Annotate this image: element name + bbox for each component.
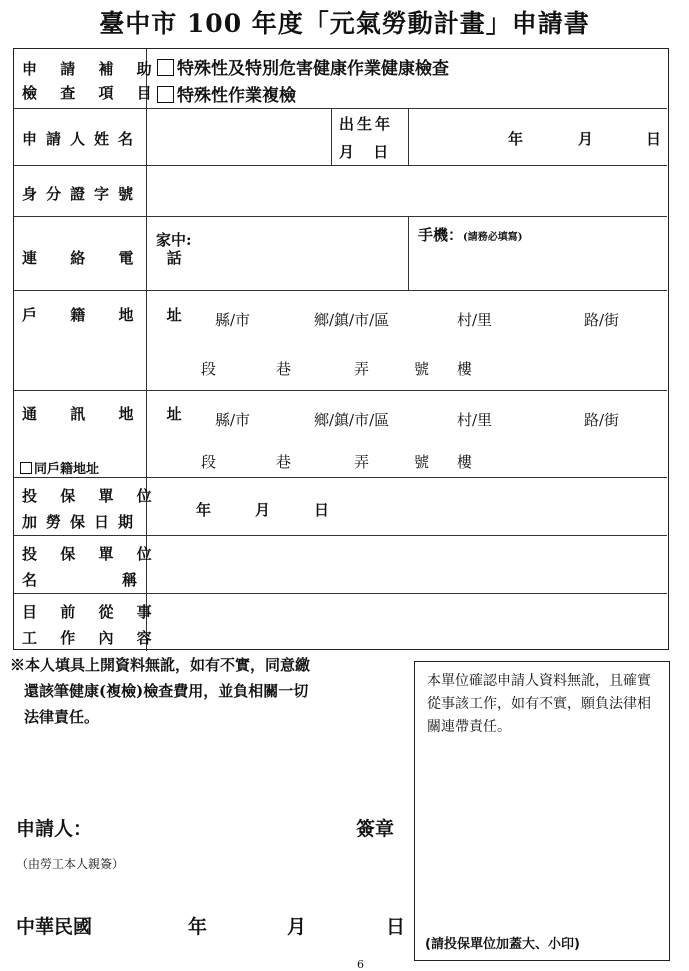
addr-alley: 弄 [354, 453, 370, 471]
dob-day: 日 [646, 130, 662, 148]
unit-name-label-line2a: 名 [22, 571, 38, 589]
addr-road: 路/街 [584, 411, 620, 429]
work-content-label-line2: 工 作 內 容 [22, 629, 161, 647]
sign-month: 月 [287, 916, 307, 938]
declaration-note: ※本人填具上開資料無訛，如有不實，同意繳 還該筆健康(複檢)檢查費用，並負相關一切 法律責任。 [10, 656, 311, 726]
option-recheck[interactable]: 特殊性作業複檢 [157, 81, 296, 106]
addr-county: 縣/市 [215, 411, 251, 429]
addr-number: 號 [414, 360, 430, 378]
insurance-month: 月 [255, 501, 271, 519]
insurance-year: 年 [196, 501, 212, 519]
seal-label: 簽章 [356, 818, 395, 840]
form-title: 臺中市 100 年度「元氣勞動計畫」申請書 [99, 9, 590, 38]
addr-lane: 巷 [276, 453, 292, 471]
addr-floor: 樓 [457, 360, 473, 378]
home-phone-label: 家中: [156, 231, 192, 249]
unit-name-label: 投 保 單 位 [22, 545, 161, 563]
addr-alley: 弄 [354, 360, 370, 378]
insurance-date-label-line2: 加勞保日期 [22, 513, 143, 531]
addr-town: 鄉/鎮/市/區 [314, 311, 390, 329]
addr-village: 村/里 [457, 311, 493, 329]
stamp-instruction: (請投保單位加蓋大、小印) [425, 937, 580, 952]
sign-day: 日 [386, 916, 406, 938]
insurance-day: 日 [314, 501, 330, 519]
employer-confirmation-text: 本單位確認申請人資料無訛，且確實從事該工作，如有不實，願負法律相關連帶責任。 [427, 673, 651, 735]
id-label: 身分證字號 [22, 185, 143, 203]
mobile-required-note: (請務必填寫) [463, 232, 523, 243]
dob-label: 出生年 [339, 115, 394, 133]
insurance-date-label: 投 保 單 位 [22, 487, 161, 505]
employer-stamp-box [414, 661, 670, 961]
addr-floor: 樓 [457, 453, 473, 471]
dob-month: 月 [578, 130, 594, 148]
dob-year: 年 [508, 130, 524, 148]
applicant-label: 申請人： [16, 818, 93, 840]
sign-year: 年 [188, 916, 208, 938]
self-sign-note: （由勞工本人親簽） [16, 857, 125, 871]
checkbox-icon[interactable] [157, 59, 174, 76]
addr-number: 號 [414, 453, 430, 471]
work-content-label: 目 前 從 事 [22, 603, 161, 621]
application-form-table [13, 48, 669, 650]
dob-label-line2: 月 日 [339, 143, 389, 161]
unit-name-label-line2b: 稱 [122, 571, 138, 589]
phone-label: 連 絡 電 話 [22, 249, 196, 267]
registered-address-label: 戶 籍 地 址 [22, 306, 196, 324]
addr-lane: 巷 [276, 360, 292, 378]
addr-section: 段 [201, 360, 217, 378]
addr-county: 縣/市 [215, 311, 251, 329]
roc-date-label: 中華民國 [16, 916, 93, 938]
option-special-health-check[interactable]: 特殊性及特別危害健康作業健康檢查 [157, 54, 449, 79]
addr-town: 鄉/鎮/市/區 [314, 411, 390, 429]
addr-road: 路/街 [584, 311, 620, 329]
checkbox-icon[interactable] [20, 462, 32, 474]
mobile-phone-label: 手機：(請務必填寫) [418, 226, 523, 244]
subsidy-label: 申 請 補 助 [22, 60, 161, 78]
checkbox-icon[interactable] [157, 86, 174, 103]
subsidy-label-line2: 檢 查 項 目 [22, 84, 161, 102]
name-label: 申請人姓名 [22, 130, 143, 148]
addr-village: 村/里 [457, 411, 493, 429]
page-number: 6 [357, 958, 364, 971]
addr-section: 段 [201, 453, 217, 471]
mailing-address-label: 通 訊 地 址 [22, 405, 196, 423]
same-address-option[interactable]: 同戶籍地址 [20, 458, 99, 477]
